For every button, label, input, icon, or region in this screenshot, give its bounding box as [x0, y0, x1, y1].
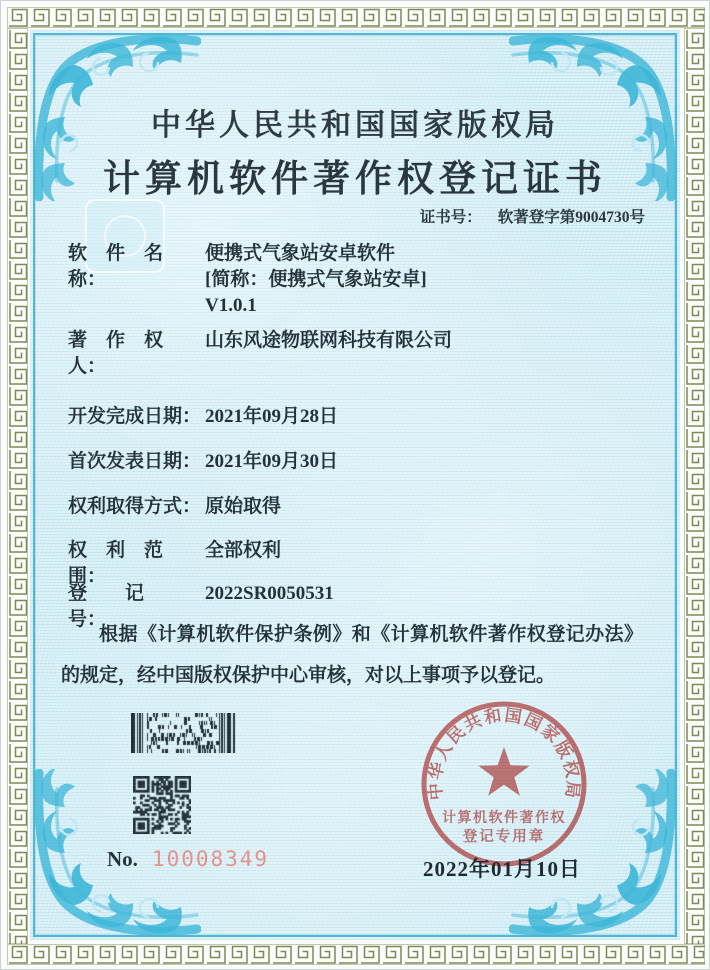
issue-date: 2022年01月10日 [423, 857, 581, 881]
serial-prefix: No. [107, 847, 138, 871]
seal-caption-line1: 计算机软件著作权 [442, 811, 566, 826]
certificate-number-line [420, 205, 645, 227]
dev-complete-date: 2021年09月28日 [205, 406, 339, 427]
field-label: 软 件 名 称： [68, 243, 183, 290]
serial-number-line [107, 847, 269, 872]
rights-acquisition: 原始取得 [205, 496, 282, 517]
serial-number: 10008349 [151, 847, 270, 871]
field-rights-acquisition [68, 494, 281, 520]
seal-star [478, 747, 529, 796]
certificate-number-value: 软著登字第9004730号 [497, 209, 645, 226]
field-copyright-owner [68, 328, 452, 380]
issuing-authority-title: 中华人民共和国国家版权局 [151, 109, 559, 142]
field-label: 著 作 权 人： [68, 330, 183, 377]
registration-number: 2022SR0050531 [205, 583, 334, 604]
field-dev-complete-date [68, 404, 338, 430]
certificate-title: 计算机软件著作权登记证书 [103, 159, 607, 200]
field-label: 首次发表日期： [68, 451, 202, 472]
seal-ring-text: 中华人民共和国国家版权局 [425, 705, 583, 801]
software-version: V1.0.1 [205, 295, 257, 316]
field-label: 开发完成日期： [68, 406, 202, 427]
barcode [131, 713, 239, 753]
software-short-name: [简称：便携式气象站安卓] [205, 269, 427, 290]
greek-key-border-bottom [7, 944, 705, 965]
field-label: 登 记 号： [68, 583, 183, 630]
software-name: 便携式气象站安卓软件 [205, 243, 396, 264]
field-software-name [68, 241, 427, 319]
field-value [205, 241, 427, 319]
official-seal [409, 689, 599, 879]
field-label: 权利取得方式： [68, 496, 202, 517]
rights-scope: 全部权利 [205, 540, 282, 561]
field-first-publish-date [68, 449, 338, 475]
greek-key-border-top [7, 7, 705, 28]
field-label: 权 利 范 围： [68, 540, 183, 587]
certificate-number-label: 证书号： [419, 209, 482, 226]
qr-code [133, 776, 191, 834]
registration-statement: 根据《计算机软件保护条例》和《计算机软件著作权登记办法》的规定，经中国版权保护中心审核，对以上事项予以登记。 [61, 624, 643, 686]
first-publish-date: 2021年09月30日 [205, 451, 339, 472]
seal-caption-line2: 登记专用章 [462, 829, 546, 845]
copyright-owner: 山东风途物联网科技有限公司 [205, 330, 453, 351]
